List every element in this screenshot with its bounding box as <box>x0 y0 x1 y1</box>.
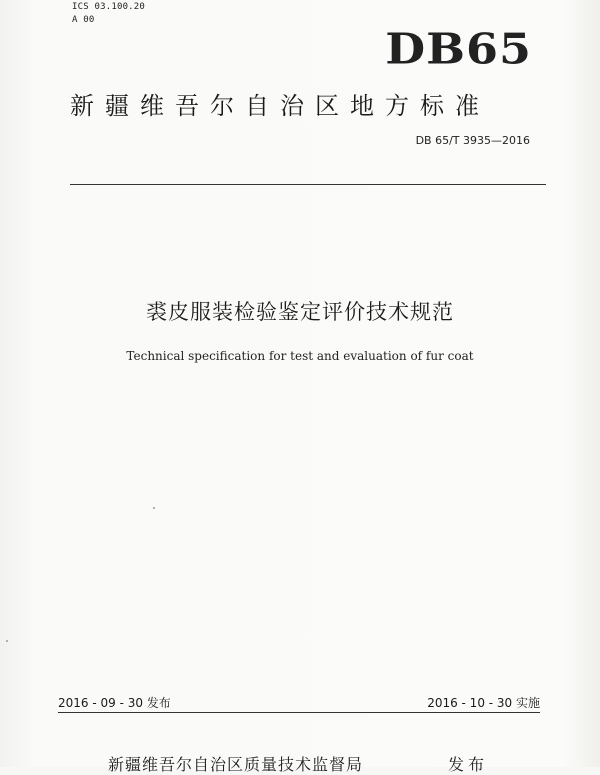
issuing-authority: 新疆维吾尔自治区质量技术监督局 <box>108 755 364 774</box>
organization-title: 新疆维吾尔自治区地方标准 <box>70 92 490 120</box>
footer-divider <box>58 712 540 713</box>
standard-number: DB 65/T 3935—2016 <box>415 134 530 147</box>
document-title-en: Technical specification for test and evaluation of fur coat <box>126 349 474 363</box>
db65-logo: DB65 <box>385 24 532 74</box>
header-divider <box>70 184 546 185</box>
document-title-zh: 裘皮服装检验鉴定评价技术规范 <box>146 300 454 324</box>
implementation-date: 2016 - 10 - 30 实施 <box>427 696 540 710</box>
scan-speck <box>6 640 8 642</box>
issuing-label: 发布 <box>448 755 489 774</box>
scan-speck <box>153 507 155 509</box>
issue-date: 2016 - 09 - 30 发布 <box>58 696 171 710</box>
ics-code: ICS 03.100.20 <box>72 2 146 12</box>
classification-code: A 00 <box>72 15 95 25</box>
